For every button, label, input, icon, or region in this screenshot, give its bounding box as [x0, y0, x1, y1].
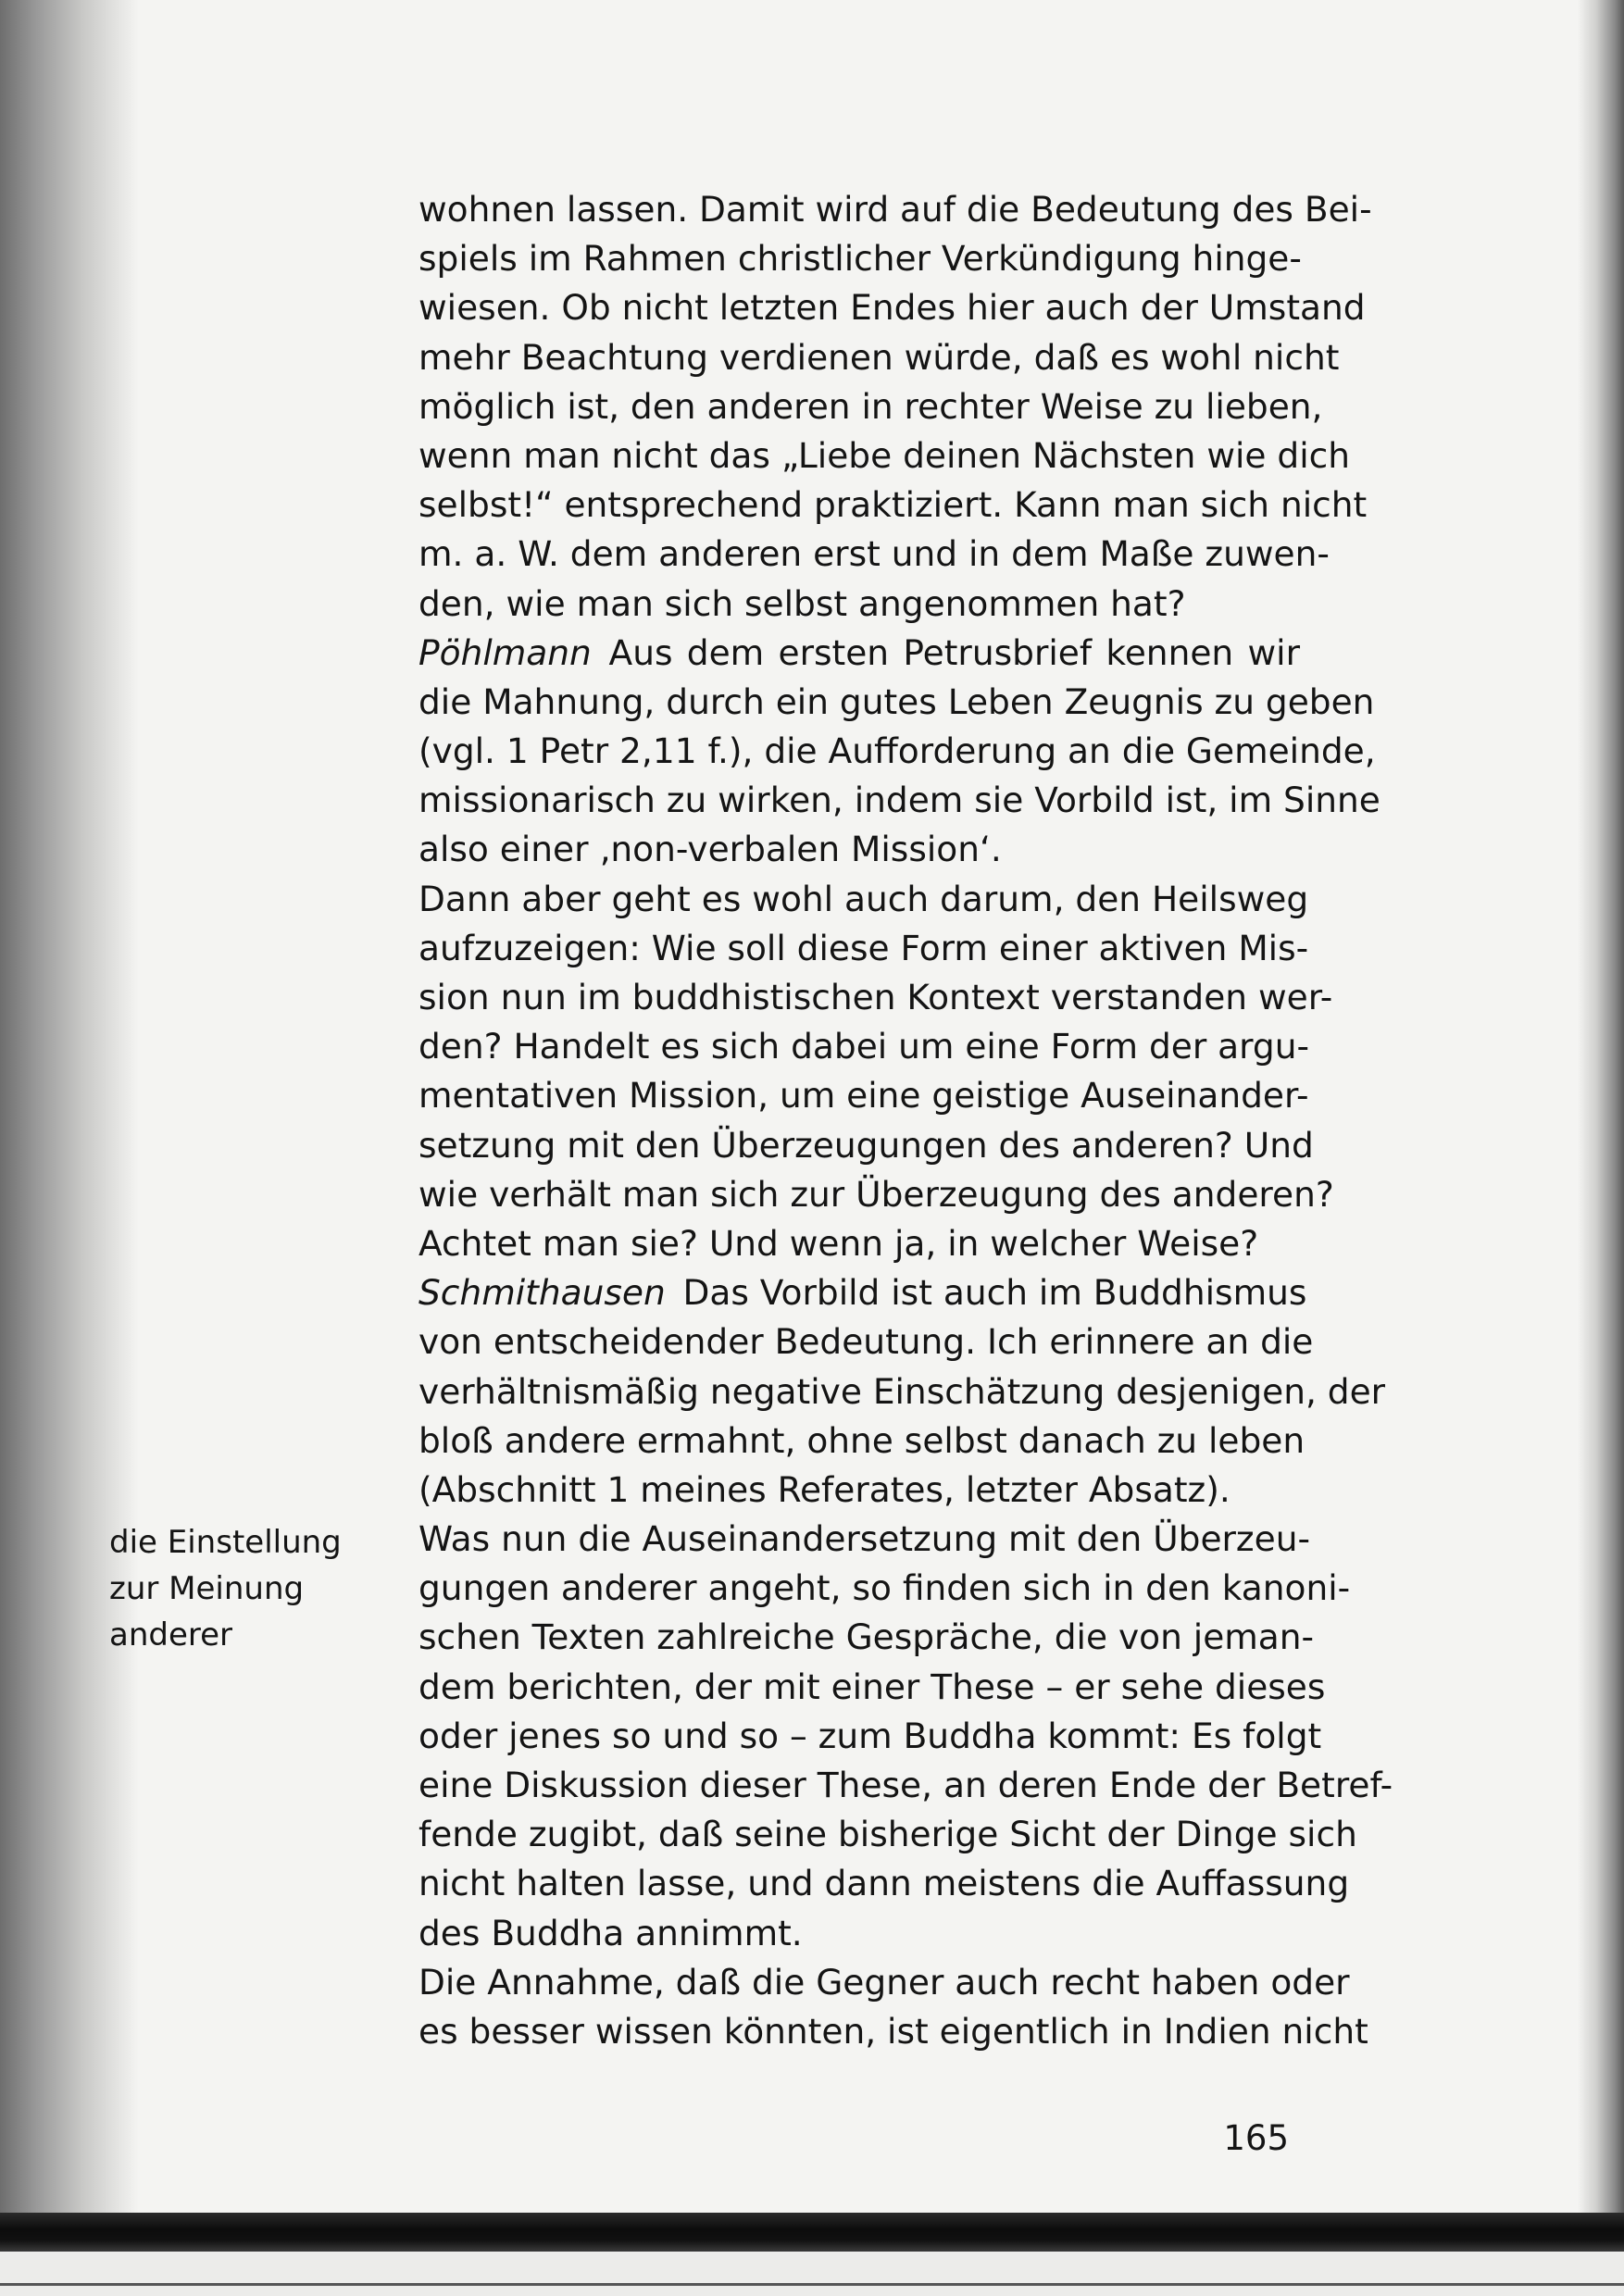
text-line	[418, 333, 1340, 382]
speaker-name: Pöhlmann	[418, 631, 592, 673]
scan-bottom-line	[0, 2283, 1624, 2286]
line-text: mentativen Mission, um eine geistige Auseinander-	[418, 1075, 1309, 1117]
line-text: Aus dem ersten Petrusbrief kennen wir	[608, 631, 1300, 673]
line-text: wohnen lassen. Damit wird auf die Bedeutung des Bei-	[418, 189, 1372, 230]
line-text: Die Annahme, daß die Gegner auch recht haben oder	[418, 1961, 1350, 2003]
text-line	[418, 1022, 1310, 1071]
text-line	[418, 1515, 1310, 1564]
line-text: fende zugibt, daß seine bisherige Sicht der Dinge sich	[418, 1814, 1357, 1855]
text-line	[418, 382, 1323, 431]
page-edge-shadow	[1578, 0, 1624, 2222]
line-text: den, wie man sich selbst angenommen hat?	[418, 582, 1186, 624]
line-text: von entscheidender Bedeutung. Ich erinnere an die	[418, 1321, 1314, 1363]
line-text: die Mahnung, durch ein gutes Leben Zeugnis zu geben	[418, 680, 1375, 722]
text-line	[418, 2007, 1368, 2056]
text-line	[418, 1071, 1309, 1120]
margin-note-line: zur Meinung	[109, 1570, 305, 1607]
book-gutter-shadow	[0, 0, 139, 2222]
text-line	[418, 1810, 1357, 1859]
text-line	[418, 1859, 1350, 1908]
line-text: selbst!“ entsprechend praktiziert. Kann man sich nicht	[418, 484, 1368, 526]
text-line	[418, 480, 1368, 530]
line-text: also einer ‚non-verbalen Mission‘.	[418, 829, 1002, 870]
line-text: möglich ist, den anderen in rechter Weise zu lieben,	[418, 385, 1323, 427]
margin-note-line: die Einstellung	[109, 1524, 342, 1561]
text-line	[418, 727, 1376, 776]
line-text: Achtet man sie? Und wenn ja, in welcher Weise?	[418, 1222, 1259, 1264]
text-line	[418, 678, 1375, 727]
text-line	[418, 234, 1300, 283]
text-line	[418, 1268, 1307, 1317]
line-text: wie verhält man sich zur Überzeugung des anderen?	[418, 1173, 1334, 1215]
line-text: m. a. W. dem anderen erst und in dem Maße zuwen-	[418, 533, 1330, 575]
text-line	[418, 1958, 1350, 2007]
page-number: 165	[1223, 2118, 1289, 2158]
margin-note-line: anderer	[109, 1616, 233, 1653]
line-text: mehr Beachtung verdienen würde, daß es wohl nicht	[418, 336, 1340, 378]
text-line	[418, 530, 1330, 579]
line-text: es besser wissen könnten, ist eigentlich in Indien nicht	[418, 2010, 1368, 2052]
scan-bottom-edge	[0, 2213, 1624, 2252]
line-text: (vgl. 1 Petr 2,11 f.), die Aufforderung an die Gemeinde,	[418, 730, 1376, 772]
text-line	[418, 776, 1380, 825]
text-line	[418, 973, 1333, 1022]
text-line	[418, 1416, 1305, 1466]
line-text: sion nun im buddhistischen Kontext verstanden wer-	[418, 977, 1333, 1017]
line-text: nicht halten lasse, und dann meistens die Auffassung	[418, 1863, 1350, 1904]
text-line	[418, 580, 1300, 629]
line-text: wiesen. Ob nicht letzten Endes hier auch der Umstand	[418, 287, 1366, 329]
text-line	[418, 1219, 1300, 1268]
text-line	[418, 1909, 1300, 1958]
text-line	[418, 1317, 1314, 1366]
text-line	[418, 875, 1309, 924]
text-line	[418, 1712, 1322, 1761]
text-line	[418, 1170, 1334, 1219]
line-text: schen Texten zahlreiche Gespräche, die von jeman-	[418, 1616, 1315, 1658]
line-text: Dann aber geht es wohl auch darum, den Heilsweg	[418, 878, 1309, 919]
line-text: den? Handelt es sich dabei um eine Form der argu-	[418, 1026, 1310, 1067]
line-text: setzung mit den Überzeugungen des anderen? Und	[418, 1124, 1314, 1166]
text-line	[418, 629, 1300, 678]
text-line	[418, 431, 1351, 480]
body-text	[418, 185, 1393, 2056]
text-line	[418, 283, 1366, 332]
line-text: Was nun die Auseinandersetzung mit den Überzeu-	[418, 1518, 1310, 1560]
line-text: eine Diskussion dieser These, an deren Ende der Betref-	[418, 1765, 1393, 1805]
text-line	[418, 1367, 1386, 1416]
line-text: aufzuzeigen: Wie soll diese Form einer aktiven Mis-	[418, 927, 1309, 968]
text-line	[418, 1663, 1326, 1712]
speaker-name: Schmithausen	[418, 1272, 666, 1314]
text-line	[418, 1564, 1351, 1613]
text-line	[418, 924, 1309, 973]
line-text: Das Vorbild ist auch im Buddhismus	[682, 1272, 1307, 1314]
line-text: missionarisch zu wirken, indem sie Vorbild ist, im Sinne	[418, 780, 1380, 821]
text-line	[418, 1613, 1315, 1662]
scan-bottom-margin	[0, 2252, 1624, 2296]
line-text: verhältnismäßig negative Einschätzung desjenigen, der	[418, 1370, 1386, 1412]
line-text: gungen anderer angeht, so finden sich in den kanoni-	[418, 1567, 1351, 1609]
line-text: oder jenes so und so – zum Buddha kommt: Es folgt	[418, 1715, 1322, 1756]
text-line	[418, 825, 1300, 874]
text-line	[418, 185, 1372, 234]
line-text: wenn man nicht das „Liebe deinen Nächsten wie dich	[418, 434, 1351, 476]
line-text: des Buddha annimmt.	[418, 1912, 803, 1953]
text-line	[418, 1761, 1393, 1810]
margin-note	[109, 1519, 342, 1658]
text-line	[418, 1121, 1314, 1170]
line-text: spiels im Rahmen christlicher Verkündigung hinge-	[418, 238, 1302, 280]
line-text: dem berichten, der mit einer These – er sehe dieses	[418, 1666, 1326, 1707]
text-line	[418, 1466, 1300, 1515]
line-text: (Abschnitt 1 meines Referates, letzter Absatz).	[418, 1468, 1230, 1510]
line-text: bloß andere ermahnt, ohne selbst danach zu leben	[418, 1419, 1305, 1461]
